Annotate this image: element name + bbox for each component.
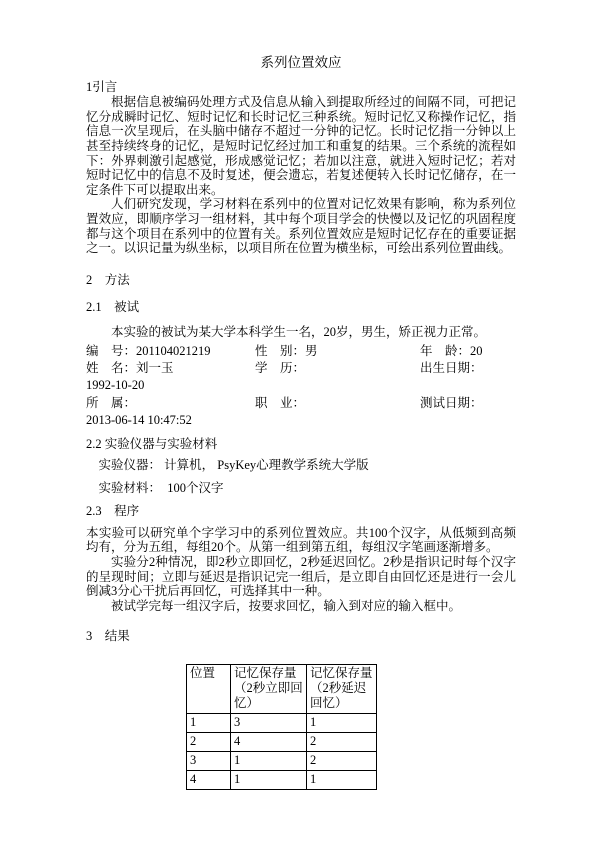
page-title: 系列位置效应: [260, 55, 342, 70]
subject-gender-field: 性 别：男: [255, 343, 318, 358]
subject-name-field: 姓 名：刘一玉: [86, 360, 174, 375]
cell-immediate: 1: [231, 751, 307, 770]
heading-apparatus: 2.2 实验仪器与实验材料: [86, 436, 218, 451]
cell-position: 2: [187, 732, 231, 751]
subject-age-field: 年 龄：20: [420, 343, 483, 358]
table-row: [187, 751, 377, 770]
procedure-paragraph-1: 本实验可以研究单个字学习中的系列位置效应。共100个汉字，从低频到高频均有，分为五组，每组20个。从第一组到第五组，每组汉字笔画逐渐增多。: [86, 525, 516, 555]
cell-position: 4: [187, 770, 231, 789]
subject-birthdate-value: 1992-10-20: [86, 378, 145, 393]
procedure-paragraph-3: 被试学完每一组汉字后，按要求回忆，输入到对应的输入框中。: [111, 598, 462, 613]
results-header-delayed: 记忆保存量（2秒延迟回忆）: [307, 664, 377, 713]
results-table-header-row: [187, 664, 377, 713]
results-header-immediate: 记忆保存量（2秒立即回忆）: [231, 664, 307, 713]
subject-info-row-2: [86, 360, 516, 377]
subject-info-row-1: [86, 343, 516, 360]
subject-testdate-value: 2013-06-14 10:47:52: [86, 413, 192, 428]
cell-delayed: 1: [307, 770, 377, 789]
intro-paragraph-2: 人们研究发现，学习材料在系列中的位置对记忆效果有影响，称为系列位置效应，即顺序学习一组材料，其中每个项目学会的快慢以及记忆的巩固程度都与这个项目在系列中的位置有关。系列位置效应是短时记忆存在的重要证据之一。以识记量为纵坐标，以项目所在位置为横坐标，可绘出系列位置曲线。: [86, 197, 516, 256]
heading-results: 3 结果: [86, 629, 130, 644]
subject-info-row-3: [86, 395, 516, 412]
intro-paragraph-1: 根据信息被编码处理方式及信息从输入到提取所经过的间隔不同，可把记忆分成瞬时记忆、短时记忆和长时记忆三种系统。短时记忆又称操作记忆，指信息一次呈现后，在头脑中储存不超过一分钟的记忆。长时记忆指一分钟以上甚至持续终身的记忆，是短时记忆经过加工和重复的结果。三个系统的流程如下：外界刺激引起感觉，形成感觉记忆；若加以注意，就进入短时记忆；若对短时记忆中的信息不及时复述，便会遗忘，若复述便转入长时记忆储存，在一定条件下可以提取出来。: [86, 95, 516, 197]
procedure-paragraph-2: 实验分2种情况，即2秒立即回忆，2秒延迟回忆。2秒是指识记时每个汉字的呈现时间；立即与延迟是指识记完一组后，是立即自由回忆还是进行一会儿倒减3分心干扰后再回忆，可选择其中一种。: [86, 554, 516, 599]
apparatus-line: 实验仪器： 计算机， PsyKey心理教学系统大学版: [98, 458, 369, 473]
subjects-paragraph: 本实验的被试为某大学本科学生一名，20岁，男生，矫正视力正常。: [111, 324, 487, 339]
cell-delayed: 2: [307, 751, 377, 770]
heading-subjects: 2.1 被试: [86, 300, 140, 315]
subject-occupation-field: 职 业：: [255, 395, 306, 410]
results-header-position: 位置: [187, 664, 231, 713]
table-row: [187, 732, 377, 751]
materials-line: 实验材料： 100个汉字: [98, 481, 224, 496]
heading-introduction: 1引言: [86, 79, 118, 94]
cell-position: 3: [187, 751, 231, 770]
cell-immediate: 4: [231, 732, 307, 751]
subject-info-block: [86, 343, 516, 430]
subject-birthdate-label: 出生日期：: [420, 360, 483, 375]
heading-method: 2 方法: [86, 272, 130, 287]
cell-immediate: 3: [231, 713, 307, 732]
subject-affiliation-field: 所 属：: [86, 395, 137, 410]
table-row: [187, 770, 377, 789]
subject-education-field: 学 历：: [255, 360, 306, 375]
subject-testdate-label: 测试日期：: [420, 395, 483, 410]
results-table: [186, 664, 377, 790]
subject-id-field: 编 号：201104021219: [86, 343, 211, 358]
cell-delayed: 2: [307, 732, 377, 751]
heading-procedure: 2.3 程序: [86, 504, 140, 519]
table-row: [187, 713, 377, 732]
cell-delayed: 1: [307, 713, 377, 732]
cell-position: 1: [187, 713, 231, 732]
cell-immediate: 1: [231, 770, 307, 789]
